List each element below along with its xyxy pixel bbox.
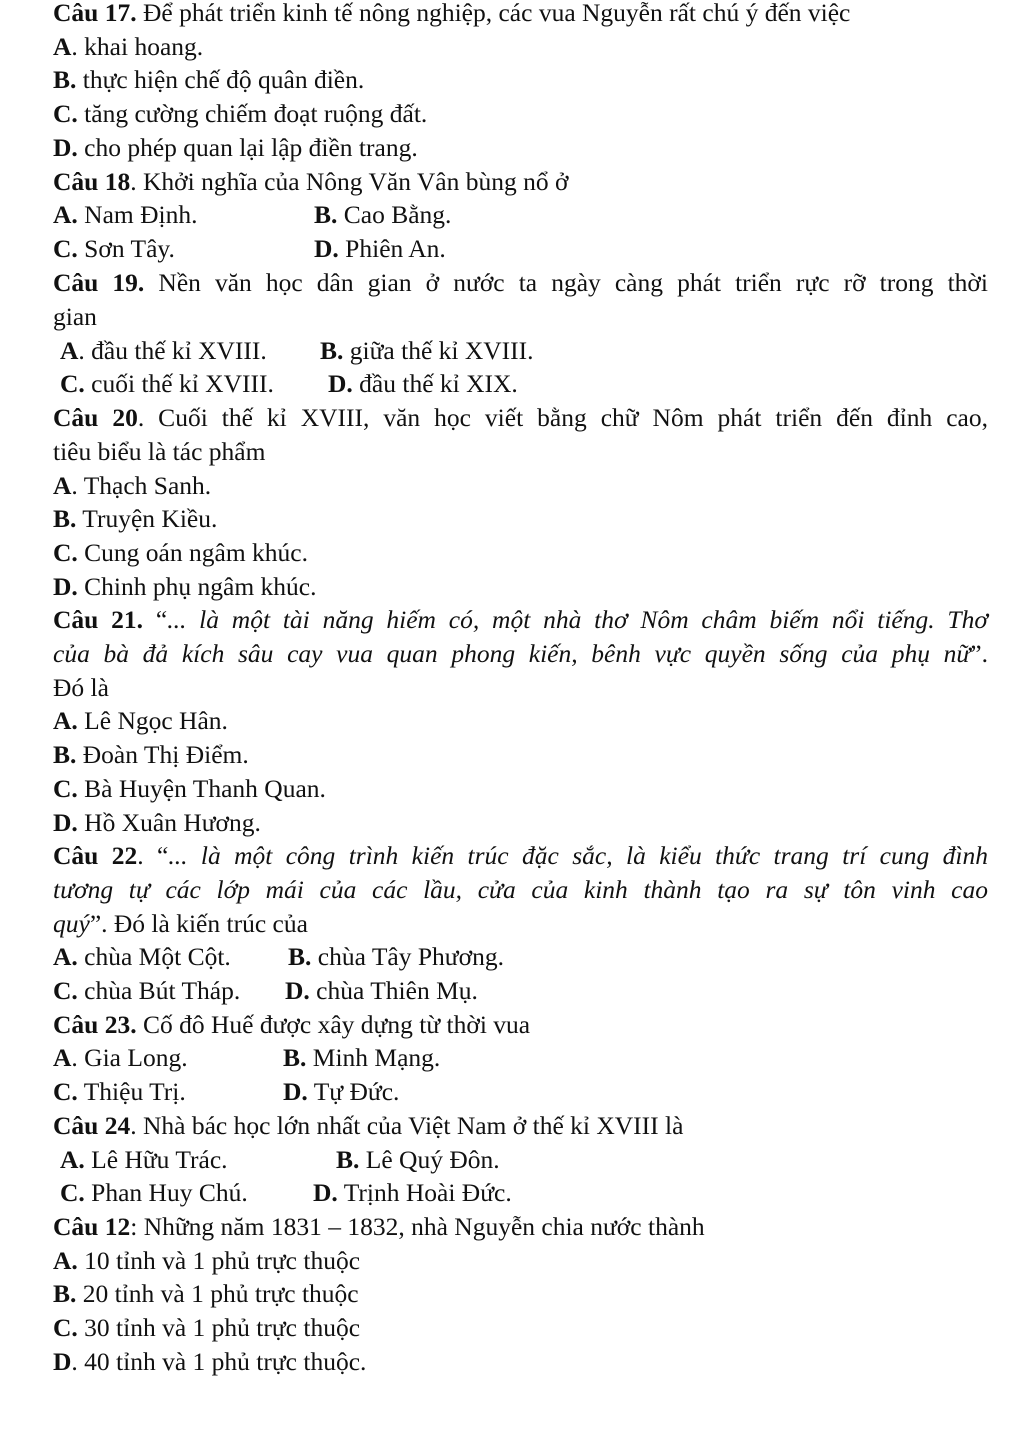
question-19-option-d: D. đầu thế kỉ XIX.: [328, 369, 518, 398]
question-21-stem-cont: Đó là: [53, 673, 109, 702]
question-21-option-a: A. Lê Ngọc Hân.: [53, 706, 228, 735]
question-17-option-a: A. khai hoang.: [53, 32, 204, 61]
question-17-option-c: C. tăng cường chiếm đoạt ruộng đất.: [53, 99, 428, 128]
question-20-label: Câu 20: [53, 403, 138, 432]
question-18-option-a: A. Nam Định.: [53, 200, 198, 229]
question-17-option-b: B. thực hiện chế độ quân điền.: [53, 65, 365, 94]
question-24-label: Câu 24: [53, 1111, 131, 1140]
question-12-option-a: A. 10 tỉnh và 1 phủ trực thuộc: [53, 1246, 361, 1275]
question-22-stem-cont: quý”. Đó là kiến trúc của: [53, 909, 308, 938]
question-24-option-a: A. Lê Hữu Trác.: [60, 1145, 228, 1174]
question-18-option-c: C. Sơn Tây.: [53, 234, 175, 263]
question-21-option-d: D. Hồ Xuân Hương.: [53, 808, 261, 837]
question-19-option-a: A. đầu thế kỉ XVIII.: [60, 336, 267, 365]
question-24-option-d: D. Trịnh Hoài Đức.: [313, 1178, 512, 1207]
question-17-label: Câu 17.: [53, 0, 137, 27]
question-22-option-c: C. chùa Bút Tháp.: [53, 976, 241, 1005]
question-12-option-c: C. 30 tỉnh và 1 phủ trực thuộc: [53, 1313, 361, 1342]
question-12-option-d: D. 40 tỉnh và 1 phủ trực thuộc.: [53, 1347, 367, 1376]
question-24-option-b: B. Lê Quý Đôn.: [336, 1145, 500, 1174]
question-20-stem-cont: tiêu biểu là tác phẩm: [53, 437, 266, 466]
question-18-label: Câu 18: [53, 167, 131, 196]
question-12-stem: Câu 12: Những năm 1831 – 1832, nhà Nguyễn chia nước thành: [53, 1212, 705, 1241]
question-18-option-d: D. Phiên An.: [314, 234, 446, 263]
question-23-label: Câu 23.: [53, 1010, 137, 1039]
question-21-label: Câu 21.: [53, 605, 144, 634]
question-24-option-c: C. Phan Huy Chú.: [60, 1178, 248, 1207]
question-19-option-b: B. giữa thế kỉ XVIII.: [320, 336, 534, 365]
question-21-option-b: B. Đoàn Thị Điểm.: [53, 740, 249, 769]
question-20-option-d: D. Chinh phụ ngâm khúc.: [53, 572, 317, 601]
question-19-stem: Câu 19. Nền văn học dân gian ở nước ta ngày càng phát triển rực rỡ trong thời: [53, 268, 988, 297]
question-18-option-b: B. Cao Bằng.: [314, 200, 452, 229]
question-18-stem: Câu 18. Khởi nghĩa của Nông Văn Vân bùng nổ ở: [53, 167, 569, 196]
question-22-option-a: A. chùa Một Cột.: [53, 942, 231, 971]
question-20-stem: Câu 20. Cuối thế kỉ XVIII, văn học viết bằng chữ Nôm phát triển đến đỉnh cao,: [53, 403, 988, 432]
question-20-option-a: A. Thạch Sanh.: [53, 471, 212, 500]
question-21-stem: Câu 21. “... là một tài năng hiếm có, một nhà thơ Nôm châm biếm nổi tiếng. Thơ: [53, 605, 988, 634]
question-12-label: Câu 12: [53, 1212, 131, 1241]
question-17-option-d: D. cho phép quan lại lập điền trang.: [53, 133, 418, 162]
question-23-option-a: A. Gia Long.: [53, 1043, 188, 1072]
question-19-stem-cont: gian: [53, 302, 97, 331]
question-20-option-b: B. Truyện Kiều.: [53, 504, 218, 533]
question-21-quote-cont: của bà đả kích sâu cay vua quan phong kiến, bênh vực quyền sống của phụ nữ”.: [53, 639, 988, 668]
question-23-stem: Câu 23. Cố đô Huế được xây dựng từ thời vua: [53, 1010, 531, 1039]
question-17-stem: Câu 17. Để phát triển kinh tế nông nghiệp, các vua Nguyễn rất chú ý đến việc: [53, 0, 851, 27]
question-24-stem: Câu 24. Nhà bác học lớn nhất của Việt Nam ở thế kỉ XVIII là: [53, 1111, 684, 1140]
question-22-quote-cont: tương tự các lớp mái của các lầu, cửa của kinh thành tạo ra sự tôn vinh cao: [53, 875, 988, 904]
question-19-option-c: C. cuối thế kỉ XVIII.: [60, 369, 274, 398]
question-21-option-c: C. Bà Huyện Thanh Quan.: [53, 774, 326, 803]
question-12-option-b: B. 20 tỉnh và 1 phủ trực thuộc: [53, 1279, 359, 1308]
question-22-option-b: B. chùa Tây Phương.: [288, 942, 504, 971]
question-22-stem: Câu 22. “... là một công trình kiến trúc đặc sắc, là kiểu thức trang trí cung đình: [53, 841, 988, 870]
question-23-option-b: B. Minh Mạng.: [283, 1043, 441, 1072]
question-23-option-d: D. Tự Đức.: [283, 1077, 400, 1106]
question-22-option-d: D. chùa Thiên Mụ.: [285, 976, 478, 1005]
question-19-label: Câu 19.: [53, 268, 145, 297]
question-22-label: Câu 22: [53, 841, 138, 870]
question-23-option-c: C. Thiệu Trị.: [53, 1077, 186, 1106]
question-20-option-c: C. Cung oán ngâm khúc.: [53, 538, 308, 567]
